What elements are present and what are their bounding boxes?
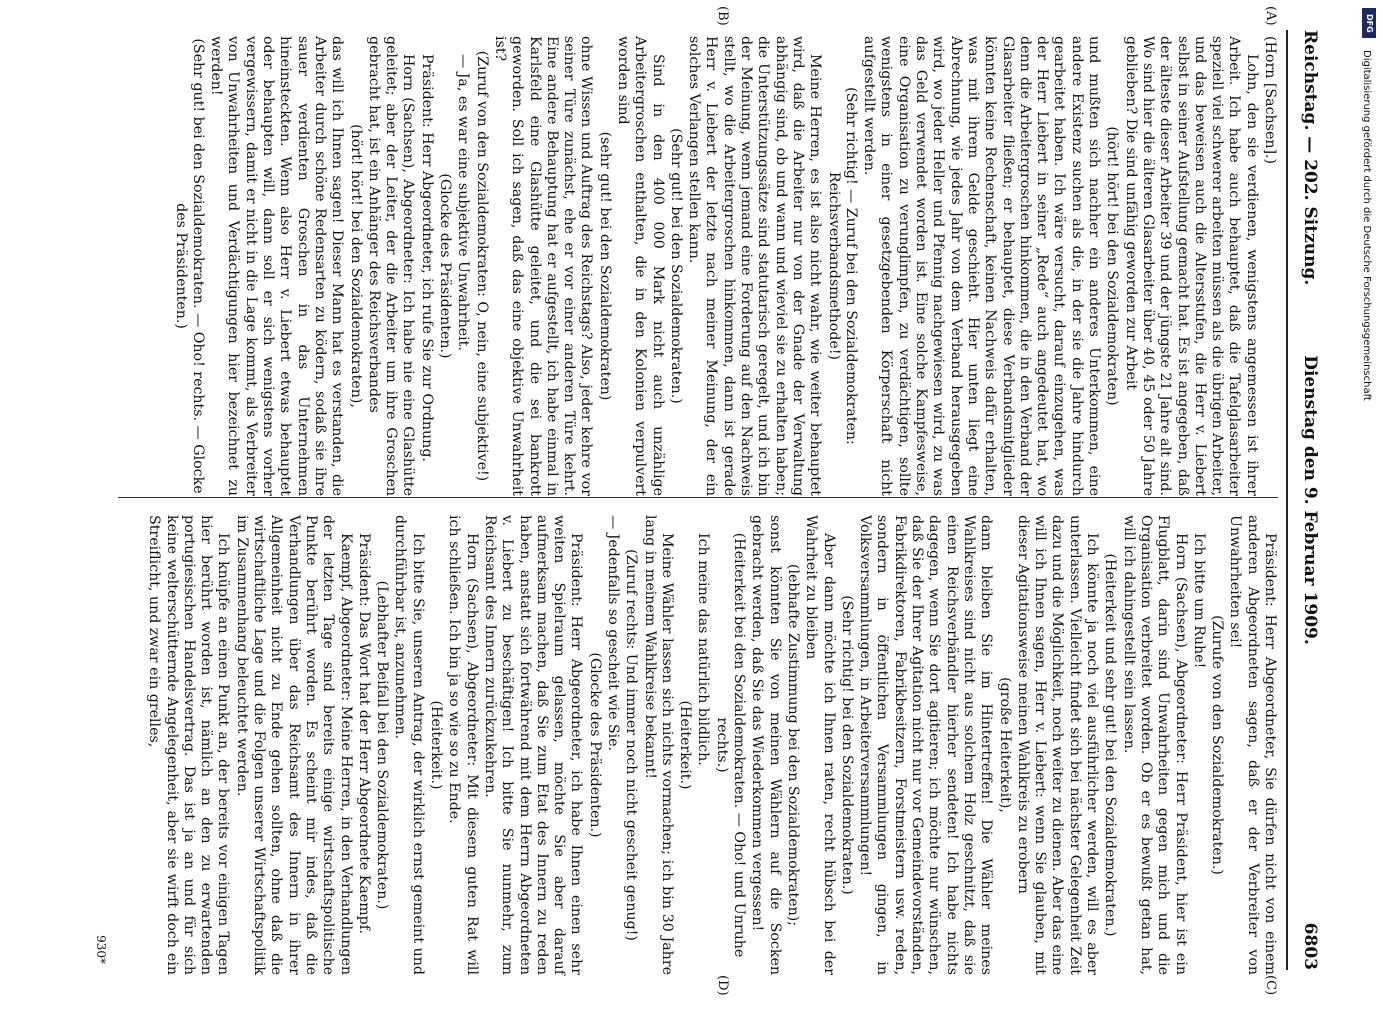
interjection: (Glocke des Präsidenten.) <box>586 652 603 838</box>
paragraph: sonst könnten Sie von meinen Wählern auf die Socken gebracht werden, daß Sie das Wiederkommen vergessen! <box>749 515 783 975</box>
interjection: (Sehr richtig! bei den Sozialdemokraten.) <box>838 595 855 895</box>
interjection: (Sehr gut! bei den Sozialdemokraten.) <box>667 128 684 404</box>
paragraph: dann bleiben Sie im Hintertreffen! Die Wähler meines Wahlkreises sind nicht aus solchem Holz geschnitzt, daß sie einen Reichsverbändler hierher sendeten! Ich habe nichts dagegen, wenn Sie dort agitieren; ich möchte nur wünschen, daß Sie der Ihrer Agitation nicht nur vor Gemeindevorständen, Fabrikdirektoren, Fabrikbesitzern, Forstmeistern usw. reden, sondern in öffentlichen Versammlungen gingen, in Volksversammlungen, in Arbeiterversammlungen! <box>857 515 995 975</box>
margin-mark-b: (B) <box>715 6 730 26</box>
paragraph: — Ja, es war eine subjektive Unwahrheit. <box>455 54 472 351</box>
digitization-note <box>1358 10 1376 970</box>
interjection: (Glocke des Präsidenten.) <box>437 173 454 359</box>
paragraph: Ich könnte ja noch viel ausführlicher werden, will es aber unterlassen. Vielleicht findet sich bei nächster Gelegenheit Zeit dazu und die Möglichkeit, noch weiter zu dienen. Aber das eine will ich Ihnen sagen, Herr v. Liebert: wenn Sie glauben, mit dieser Agitationsweise meinen Wahlkreis zu erobern <box>1014 515 1101 975</box>
rotated-page-content <box>70 0 1340 1000</box>
right-column <box>144 515 1278 975</box>
margin-mark-c: (C) <box>1263 975 1278 996</box>
speaker-paragraph: Horn (Sachsen), Abgeordneter: Mit diesem guten Rat will ich schließen. Ich bin ja so wie so zu Ende. <box>446 515 480 975</box>
interjection: (Sehr gut! bei den Sozialdemokraten. — Oho! rechts. — Glocke des Präsidenten.) <box>172 38 206 494</box>
interjection: (Zuruf rechts: Und immer noch nicht gescheit genug!) <box>623 549 640 941</box>
interjection: (Zuruf von den Sozialdemokraten: O, nein, eine subjektive!) <box>473 50 490 482</box>
speaker-paragraph: Präsident: Herr Abgeordneter, ich habe Ihnen einen sehr weiten Spielraum gelassen, möchte Sie aber darauf aufmerksam machen, daß Sie zum Etat des Innern zu reden haben, anstatt sich fortwährend mit dem Herrn Abgeordneten v. Liebert zu beschäftigen! Ich bitte Sie nunmehr, zum Reichsamt des Innern zurückzukehren. <box>481 515 585 975</box>
column-separator <box>118 497 1278 498</box>
paragraph: Meine Wähler lassen sich nichts vormachen; ich bin 30 Jahre lang in meinem Wahlkreise bekannt! <box>641 515 675 975</box>
interjection: (große Heiterkeit), <box>996 677 1013 813</box>
paragraph: Ich bitte Sie, unseren Antrag, der wirklich ernst gemeint und durchführbar ist, anzunehmen. <box>392 515 426 975</box>
paragraph: (Horn [Sachsen].) <box>1262 36 1278 165</box>
interjection: (Heiterkeit und sehr gut! bei den Sozialdemokraten.) <box>1102 553 1119 937</box>
interjection: (lebhafte Zustimmung bei den Sozialdemokraten); <box>784 563 801 927</box>
interjection: (Lebhafter Beifall bei den Sozialdemokraten.) <box>374 580 391 910</box>
paragraph: Sind in den 400 000 Mark nicht auch unzählige Arbeitergroschen enthalten, die in den Kolonien verpulvert worden sind <box>615 36 666 496</box>
paragraph: Aber dann möchte ich Ihnen raten, recht hübsch bei der Wahrheit zu bleiben <box>803 515 837 975</box>
speaker-paragraph: Präsident: Herr Abgeordneter, Sie dürfen nicht von einem anderen Abgeordneten sagen, daß er der Verbreiter von Unwahrheiten sei! <box>1227 515 1278 975</box>
header-rule <box>1286 30 1288 970</box>
header-left: Reichstag. — 202. Sitzung. <box>1300 30 1320 286</box>
interjection: (hört! hört! bei den Sozialdemokraten), <box>347 124 364 408</box>
paragraph: ohne Wissen und Auftrag des Reichstags? Also, jeder kehre vor seiner Türe zunächst, ehe er vor einer anderen Türe kehrt. Eine andere Behauptung hat er aufgestellt, ich habe einmal in Karlsfeld eine Glashütte geleitet, und die sei bankrott geworden. Soll ich sagen, daß das eine objektive Unwahrheit ist? <box>491 36 595 496</box>
paragraph: Ich meine das natürlich bildlich. <box>695 533 712 766</box>
speaker-paragraph: Präsident: Herr Abgeordneter, ich rufe Sie zur Ordnung. <box>418 54 435 462</box>
interjection: (Heiterkeit.) <box>677 700 694 790</box>
interjection: (Heiterkeit.) <box>428 700 445 790</box>
speaker-paragraph: Horn (Sachsen), Abgeordneter: Herr Präsident, hier ist ein Flugblatt, darin sind Unwahrheiten gegen mich und die Organisation verbreitet worden. Ob er es bewußt getan hat, will ich dahingestellt sein lassen. <box>1120 515 1189 975</box>
paragraph: und mußten sich nachher ein anderes Unterkommen, eine andere Existenz suchen als die, in der sie die Jahre hindurch gearbeitet haben. Ich wäre versucht, darauf einzugehen, was der Herr Liebert in seiner „Rede“ auch angedeutet hat, wo denn die Arbeitergroschen hinkommen, die in den Verband der Glasarbeiter fließen; er behauptet, diese Verbandsmitglieder könnten keine Rechenschaft, keinen Nachweis dafür erhalten, was mit ihrem Gelde geschieht. Hier unten liegt eine Abrechnung, wie jedes Jahr von dem Verband herausgegeben wird, wo jeder Heller und Pfennig nachgewiesen wird, zu was das Geld verwendet worden ist. Eine solche Kampfesweise, eine Organisation zu verunglimpfen, zu verdächtigen, sollte wenigstens in einer gesetzgebenden Körperschaft nicht aufgestellt werden. <box>861 36 1103 496</box>
speaker-paragraph: Kaempf, Abgeordneter: Meine Herren, in den Verhandlungen der letzten Tage sind bereits einige wirtschaftspolitische Punkte berührt worden. Es scheint mir indes, daß die Verhandlungen über das Reichsamt des Innern in ihrer Allgemeinheit nicht zu Ende gehen sollten, ohne daß die wirtschaftliche Lage und die Folgen unserer Wirtschaftspolitik im Zusammenhang beleuchtet werden. <box>233 515 354 975</box>
header-date: Dienstag den 9. Februar 1909. <box>1300 355 1320 645</box>
paragraph: das will ich Ihnen sagen! Dieser Mann hat es verstanden, die Arbeiter durch schöne Redensarten zu ködern, sodaß sie ihre sauer verdienten Groschen in das Unternehmen hineinsteckten. Wenn also Herr v. Liebert etwas behauptet oder behaupten will, dann soll er sich wenigstens vorher vergewissern, damit er nicht in die Lage kommt, als Verbreiter von Unwahrheiten und Verdächtigungen hier bezeichnet zu werden! <box>208 36 346 496</box>
page-number: 6803 <box>1300 922 1320 970</box>
margin-mark-a: (A) <box>1263 6 1278 26</box>
margin-mark-d: (D) <box>715 975 730 996</box>
paragraph: Ich knüpfe an einen Punkt an, der bereits vor einigen Tagen hier berührt worden ist, nämlich an den zu erwartenden portugiesischen Handelsvertrag. Das ist ja an und für sich keine welterschütternde Angelegenheit, aber sie wirft doch ein Streiflicht, und zwar ein grelles, <box>146 515 232 975</box>
interjection: (Zurufe von den Sozialdemokraten.) <box>1209 615 1226 875</box>
paragraph: Ich bitte um Ruhe! <box>1190 533 1207 669</box>
speaker-paragraph: Horn (Sachsen), Abgeordneter: Ich habe nie eine Glashütte geleitet; aber der Leiter, der die Arbeiter um ihre Groschen gebracht hat, ist ein Anhänger des Reichsverbandes <box>365 36 417 496</box>
digitization-note-text: Digitalisierung gefördert durch die Deutsche Forschungsgemeinschaft <box>1361 50 1372 401</box>
interjection: (sehr gut! bei den Sozialdemokraten) <box>596 131 613 401</box>
speaker-paragraph: Präsident: Das Wort hat der Herr Abgeordnete Kaempf. <box>355 533 372 935</box>
interjection: (Heiterkeit bei den Sozialdemokraten. — Oho! und Unruhe rechts.) <box>713 532 748 958</box>
paragraph: Meine Herren, es ist also nicht wahr, wie weiter behauptet wird, daß die Arbeiter nur von der Gnade der Verwaltung abhängig sind, ob und wann und wieviel sie zu erhalten haben; die Unterstützungssätze sind statutarisch geregelt, und ich bin der Meinung, wenn jemand eine Forderung auf den Nachweis stellt, wo die Arbeitergroschen hinkommen, dann ist gerade Herr v. Liebert der letzte nach meiner Meinung, der ein solches Verlangen stellen kann. <box>686 36 824 496</box>
interjection: (hört! hört! bei den Sozialdemokraten) <box>1104 126 1121 406</box>
dfg-logo: DFG <box>1362 8 1376 38</box>
interjection: (Sehr richtig! — Zuruf bei den Sozialdemokraten: Reichsverbandsmethode!) <box>825 87 859 445</box>
left-column <box>170 36 1278 496</box>
footer-number: 930* <box>94 935 108 964</box>
paragraph: Lohn, den sie verdienen, wenigstens angemessen ist ihrer Arbeit. Ich habe auch behauptet, daß die Tafelglasarbeiter speziell viel schwerer arbeiten müssen als die übrigen Arbeiter, und das beweisen auch die Altersstufen, die Herr v. Liebert selbst in seiner Aufstellung gemacht hat. Es ist angegeben, daß der älteste dieser Arbeiter 39 und der jüngste 21 Jahre alt sind. Wo sind hier die älteren Glasarbeiter über 40, 45 oder 50 Jahre geblieben? Die sind unfähig geworden zur Arbeit <box>1122 36 1260 496</box>
paragraph: — Jedenfalls so gescheit wie Sie. <box>605 515 622 752</box>
page-header <box>1290 30 1320 970</box>
